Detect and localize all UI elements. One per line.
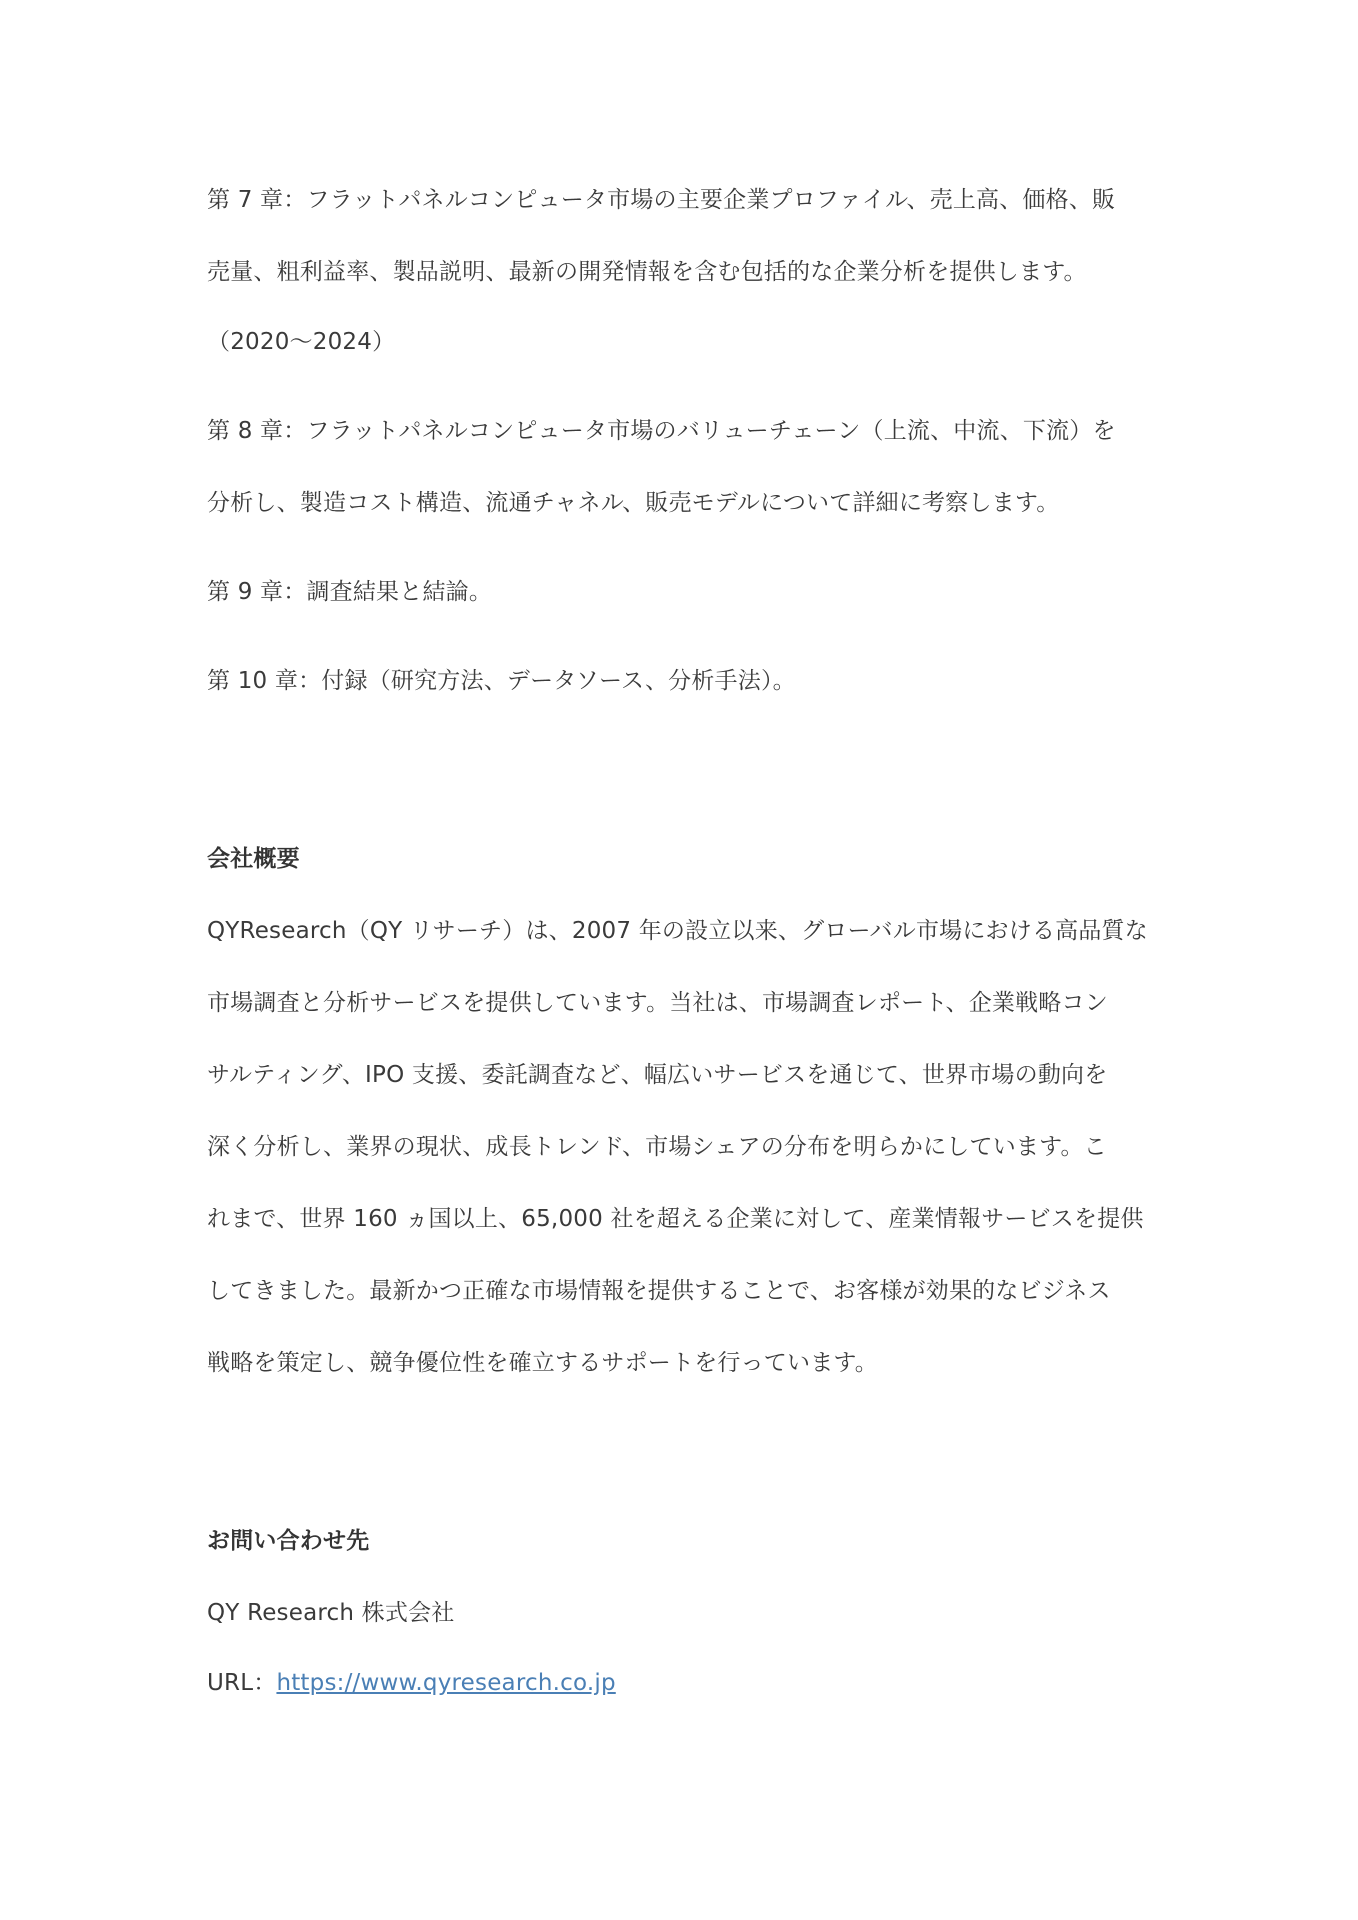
chapter-7-line-3: （2020～2024）	[207, 329, 396, 355]
company-line-2: 市場調査と分析サービスを提供しています。当社は、市場調査レポート、企業戦略コン	[207, 990, 1108, 1016]
chapter-7-line-2: 売量、粗利益率、製品説明、最新の開発情報を含む包括的な企業分析を提供します。	[207, 259, 1087, 285]
chapter-7-line-1: 第 7 章：フラットパネルコンピュータ市場の主要企業プロファイル、売上高、価格、販	[207, 187, 1116, 213]
company-line-5: れまで、世界 160 ヵ国以上、65,000 社を超える企業に対して、産業情報サービスを提供	[207, 1206, 1144, 1232]
company-line-4: 深く分析し、業界の現状、成長トレンド、市場シェアの分布を明らかにしています。こ	[207, 1134, 1107, 1160]
chapter-10: 第 10 章：付録（研究方法、データソース、分析手法）。	[207, 668, 796, 694]
contact-heading: お問い合わせ先	[207, 1528, 370, 1554]
company-heading: 会社概要	[207, 846, 300, 872]
url-label: URL：	[207, 1670, 277, 1696]
company-line-3: サルティング、IPO 支援、委託調査など、幅広いサービスを通じて、世界市場の動向を	[207, 1062, 1108, 1088]
chapter-9: 第 9 章：調査結果と結論。	[207, 579, 493, 605]
company-line-6: してきました。最新かつ正確な市場情報を提供することで、お客様が効果的なビジネス	[207, 1278, 1111, 1304]
company-line-7: 戦略を策定し、競争優位性を確立するサポートを行っています。	[207, 1350, 878, 1376]
contact-url-line	[207, 1668, 1167, 1698]
chapter-8-line-2: 分析し、製造コスト構造、流通チャネル、販売モデルについて詳細に考察します。	[207, 490, 1060, 516]
company-line-1: QYResearch（QY リサーチ）は、2007 年の設立以来、グローバル市場における高品質な	[207, 918, 1148, 944]
website-link[interactable]: https://www.qyresearch.co.jp	[276, 1670, 616, 1696]
contact-company-name: QY Research 株式会社	[207, 1600, 455, 1626]
chapter-8-line-1: 第 8 章：フラットパネルコンピュータ市場のバリューチェーン（上流、中流、下流）を	[207, 418, 1116, 444]
